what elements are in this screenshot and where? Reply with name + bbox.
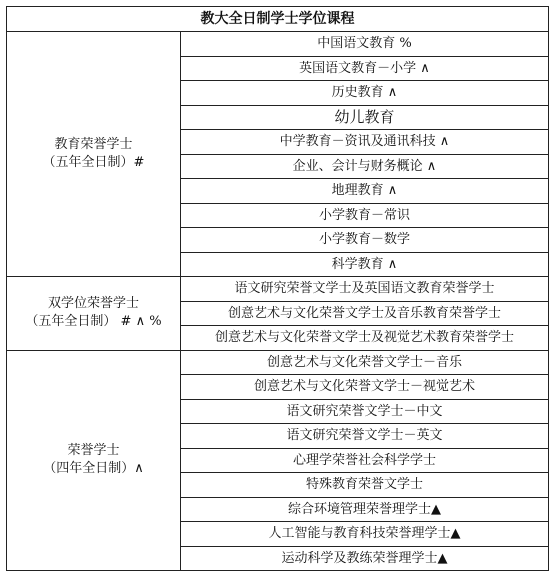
- programme-cell: 创意艺术与文化荣誉文学士及音乐教育荣誉学士: [181, 301, 549, 326]
- programme-cell: 中国语文教育 %: [181, 32, 549, 57]
- programme-cell: 企业、会计与财务概论 ∧: [181, 154, 549, 179]
- table-title-row: [7, 7, 549, 32]
- programme-cell: 人工智能与教育科技荣誉理学士▲: [181, 522, 549, 547]
- category-name: 荣誉学士: [67, 443, 120, 459]
- category-cell: [7, 32, 181, 277]
- programme-cell: 综合环境管理荣誉理学士▲: [181, 497, 549, 522]
- category-mode: （五年全日制）#: [42, 155, 145, 170]
- programme-cell: 特殊教育荣誉文学士: [181, 473, 549, 498]
- programme-cell: 小学教育－数学: [181, 228, 549, 253]
- programme-cell: 心理学荣誉社会科学学士: [181, 448, 549, 473]
- programme-cell: 创意艺术与文化荣誉文学士及视觉艺术教育荣誉学士: [181, 326, 549, 351]
- degree-programmes-table: [6, 6, 549, 571]
- programme-cell: 地理教育 ∧: [181, 179, 549, 204]
- category-name: 双学位荣誉学士: [47, 296, 139, 312]
- programme-cell: 创意艺术与文化荣誉文学士－视觉艺术: [181, 375, 549, 400]
- category-cell: [7, 277, 181, 351]
- programme-cell: 语文研究荣誉文学士－英文: [181, 424, 549, 449]
- category-name: 教育荣誉学士: [54, 137, 133, 152]
- programme-cell: 语文研究荣誉文学士－中文: [181, 399, 549, 424]
- programme-cell: 运动科学及教练荣誉理学士▲: [181, 546, 549, 571]
- programme-cell: 创意艺术与文化荣誉文学士－音乐: [181, 350, 549, 375]
- table-row: [7, 350, 549, 375]
- category-mode: （四年全日制）∧: [43, 461, 144, 477]
- programme-cell: 英国语文教育－小学 ∧: [181, 56, 549, 81]
- table-row: [7, 277, 549, 302]
- category-cell: [7, 350, 181, 571]
- programme-cell: 科学教育 ∧: [181, 252, 549, 277]
- programme-cell: 小学教育－常识: [181, 203, 549, 228]
- programme-cell: 幼儿教育: [181, 105, 549, 130]
- table-title: 教大全日制学士学位课程: [7, 7, 549, 32]
- category-mode: （五年全日制） # ∧ %: [25, 314, 162, 330]
- programme-cell: 语文研究荣誉文学士及英国语文教育荣誉学士: [181, 277, 549, 302]
- programme-cell: 中学教育－资讯及通讯科技 ∧: [181, 130, 549, 155]
- programme-cell: 历史教育 ∧: [181, 81, 549, 106]
- table-row: [7, 32, 549, 57]
